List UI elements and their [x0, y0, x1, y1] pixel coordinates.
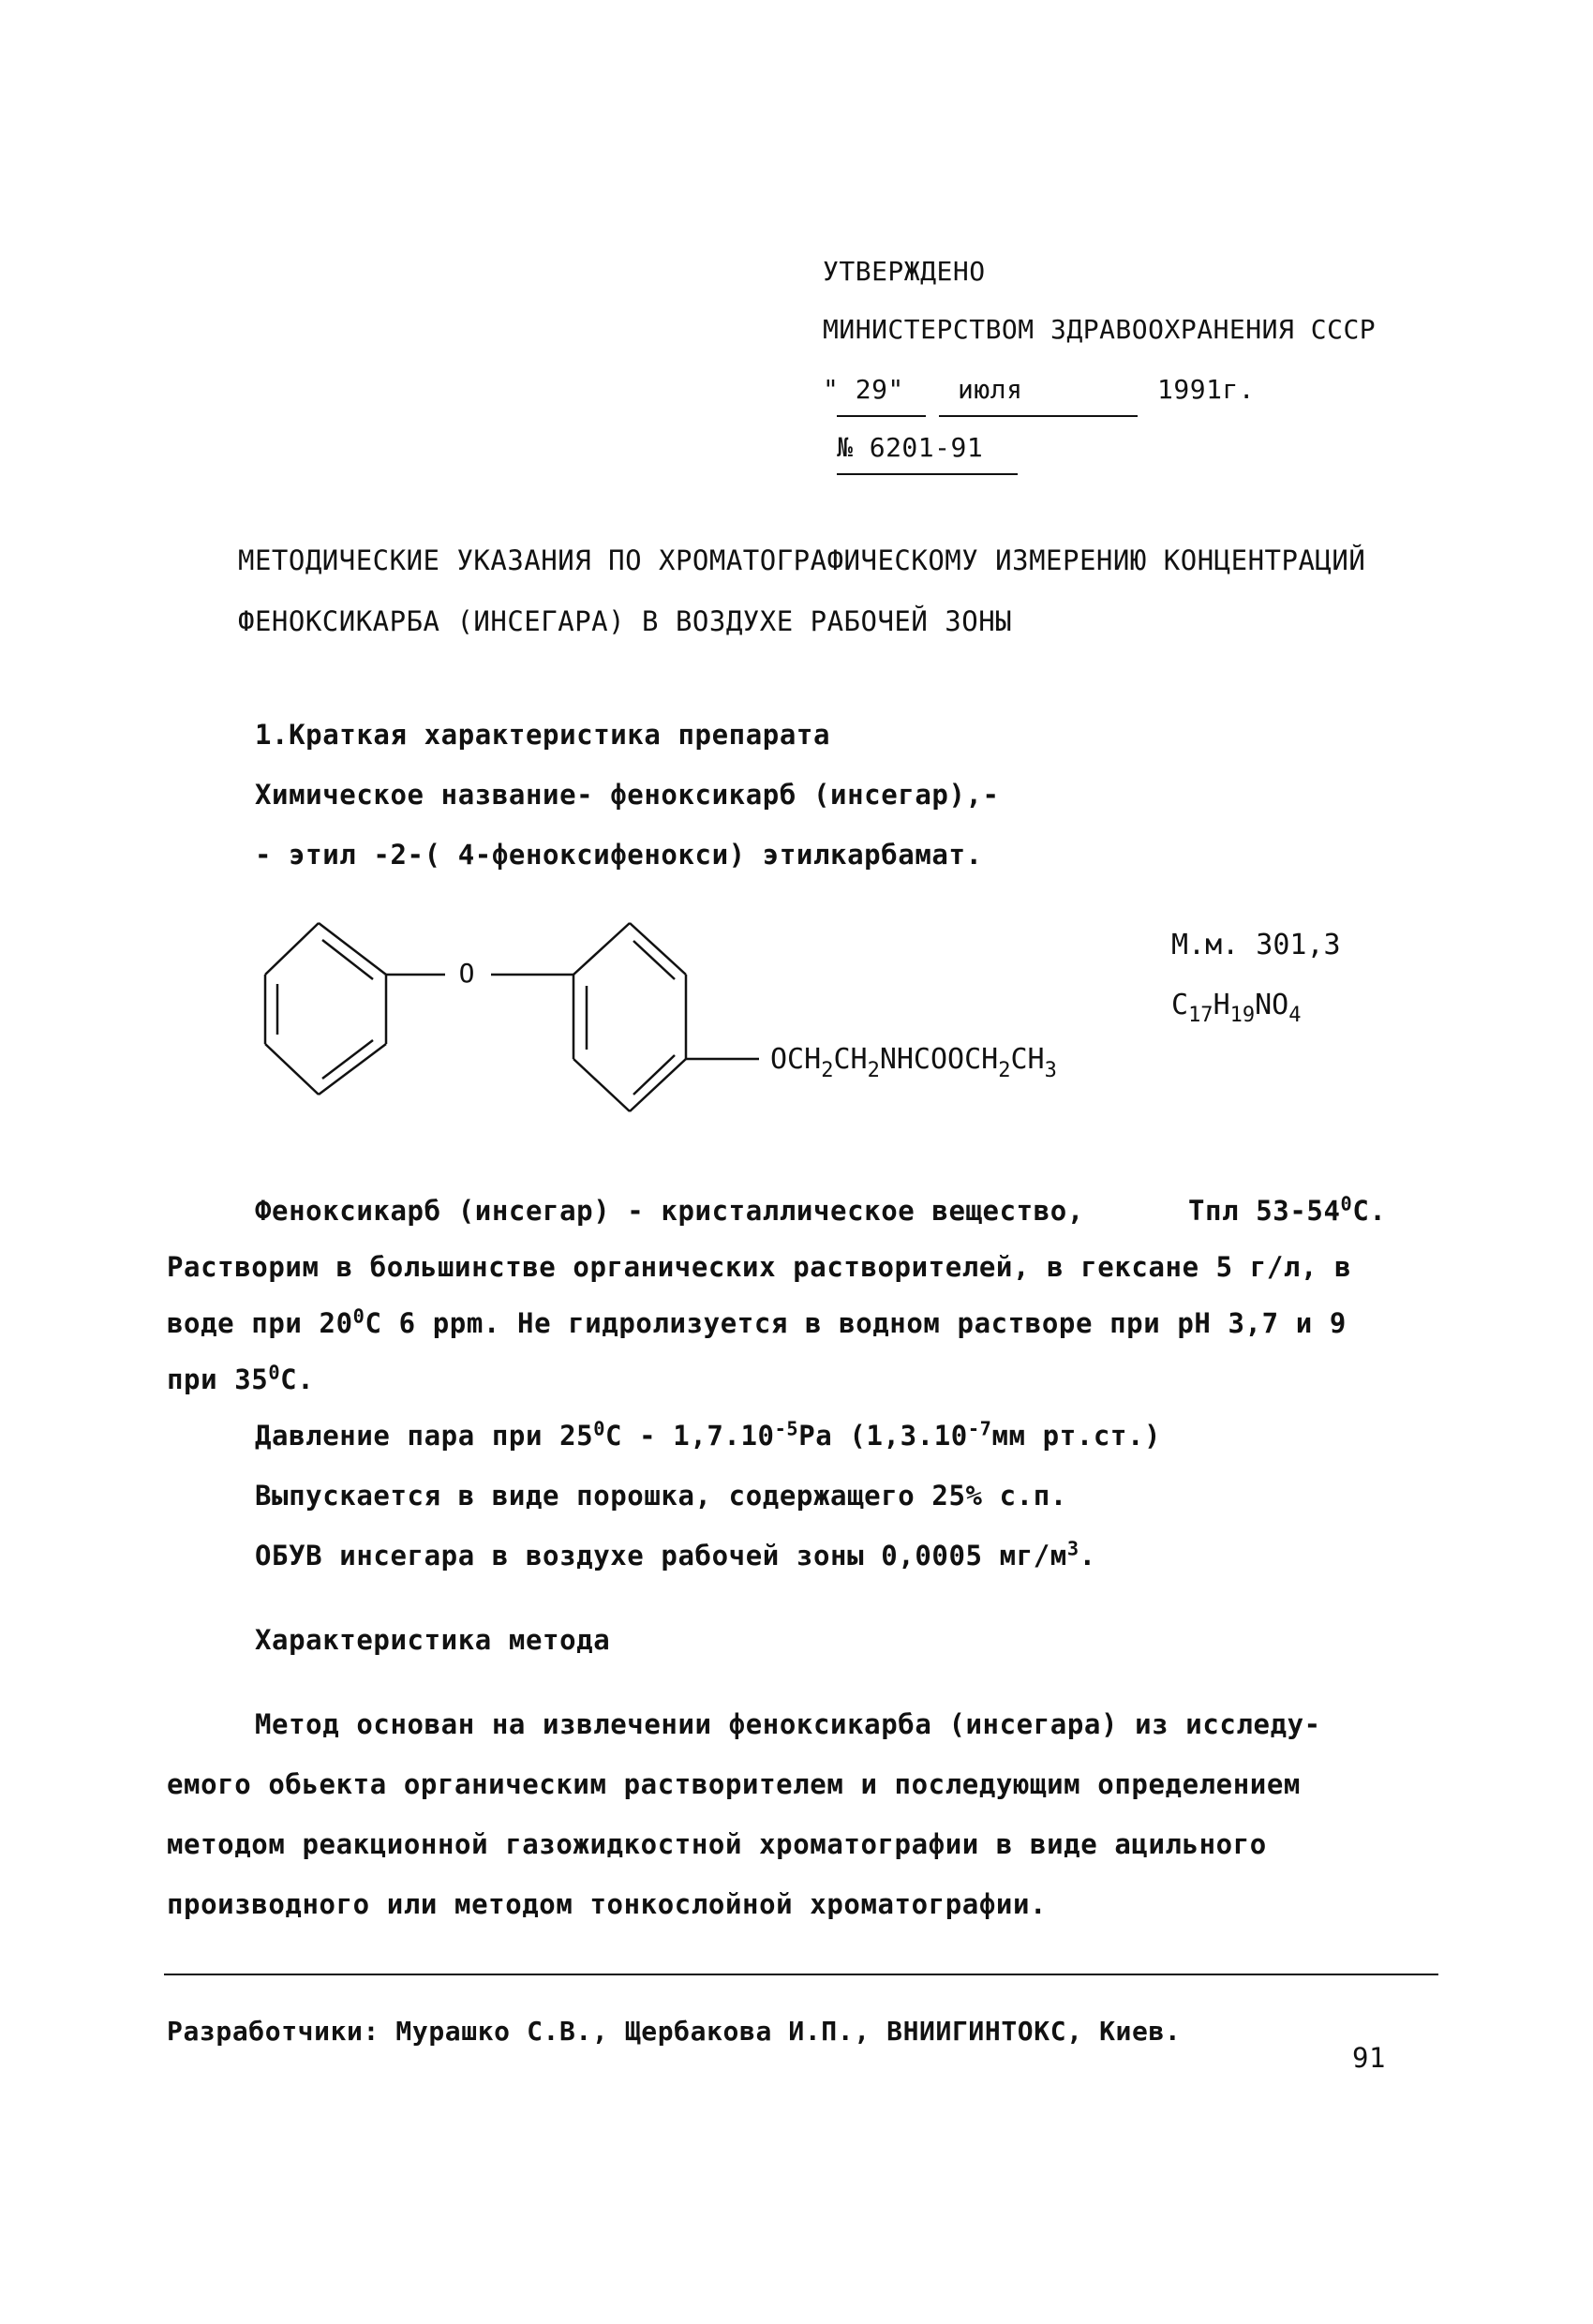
section-heading: 1.Краткая характеристика препарата: [255, 719, 831, 751]
structural-formula: [0, 0, 1593, 1153]
document-title-line-1: МЕТОДИЧЕСКИЕ УКАЗАНИЯ ПО ХРОМАТОГРАФИЧЕСКОМУ ИЗМЕРЕНИЮ КОНЦЕНТРАЦИЙ: [238, 544, 1366, 576]
approval-year: 1991г.: [1157, 374, 1256, 405]
property-obuv: ОБУВ инсегара в воздухе рабочей зоны 0,0005 $мг/м^3$.: [255, 1537, 1096, 1572]
method-line-3: методом реакционной газожидкостной хроматографии в виде ацильного: [167, 1828, 1267, 1860]
chemical-name-line-1: Химическое название- феноксикарб (инсегар),-: [255, 779, 1000, 811]
property-vapor-pressure: Давление пара при $25^0С - 1,7.10^{-5}Ра$ ($1,3.10^{-7}мм$ рт.ст.): [255, 1417, 1162, 1452]
ether-oxygen: O: [458, 958, 475, 989]
property-hydrolysis-temp: при $35^0С$.: [167, 1361, 315, 1395]
chemical-name-line-2: - этил -2-( 4-феноксифенокси) этилкарбамат.: [255, 839, 983, 871]
footer-divider: [164, 1974, 1438, 1975]
property-product-form: Выпускается в виде порошка, содержащего 25% с.п.: [255, 1480, 1067, 1512]
molecular-mass: М.м. 301,3: [1171, 929, 1341, 961]
method-line-4: производного или методом тонкослойной хроматографии.: [167, 1888, 1048, 1920]
approval-day: " 29": [823, 374, 904, 405]
method-line-2: емого обьекта органическим растворителем и последующим определением: [167, 1768, 1301, 1800]
developers-credit: Разработчики: Мурашко С.В., Щербакова И.П., ВНИИГИНТОКС, Киев.: [167, 2016, 1182, 2047]
document-title-line-2: ФЕНОКСИКАРБА (ИНСЕГАРА) В ВОЗДУХЕ РАБОЧЕЙ ЗОНЫ: [238, 605, 1013, 637]
method-heading: Характеристика метода: [255, 1624, 611, 1656]
page-number: 91: [1352, 2042, 1387, 2074]
side-chain-formula: $OCH_2CH_2NHCOOCH_2CH_3$: [770, 1043, 1057, 1082]
property-appearance: Феноксикарб (инсегар) - кристаллическое вещество,: [255, 1195, 1084, 1227]
phenyl-ring-right: [573, 923, 686, 1111]
approval-month: июля: [958, 374, 1023, 405]
approval-ministry: МИНИСТЕРСТВОМ ЗДРАВООХРАНЕНИЯ СССР: [823, 314, 1377, 345]
property-solubility: Растворим в большинстве органических растворителей, в гексане 5 г/л, в: [167, 1251, 1352, 1283]
phenyl-ring-left: [265, 923, 386, 1095]
property-water-solubility: воде при $20^0С$ 6 ppm. Не гидролизуется в водном растворе при рН 3,7 и 9: [167, 1304, 1347, 1339]
approval-number: № 6201-91: [837, 432, 984, 463]
property-melting-point: Тпл $53-54^0С$.: [1188, 1192, 1387, 1227]
molecular-formula: $C_{17}H_{19}NO_4$: [1171, 989, 1302, 1027]
method-line-1: Метод основан на извлечении феноксикарба (инсегара) из исследу-: [255, 1708, 1321, 1740]
approval-stamp: УТВЕРЖДЕНО: [823, 256, 986, 287]
